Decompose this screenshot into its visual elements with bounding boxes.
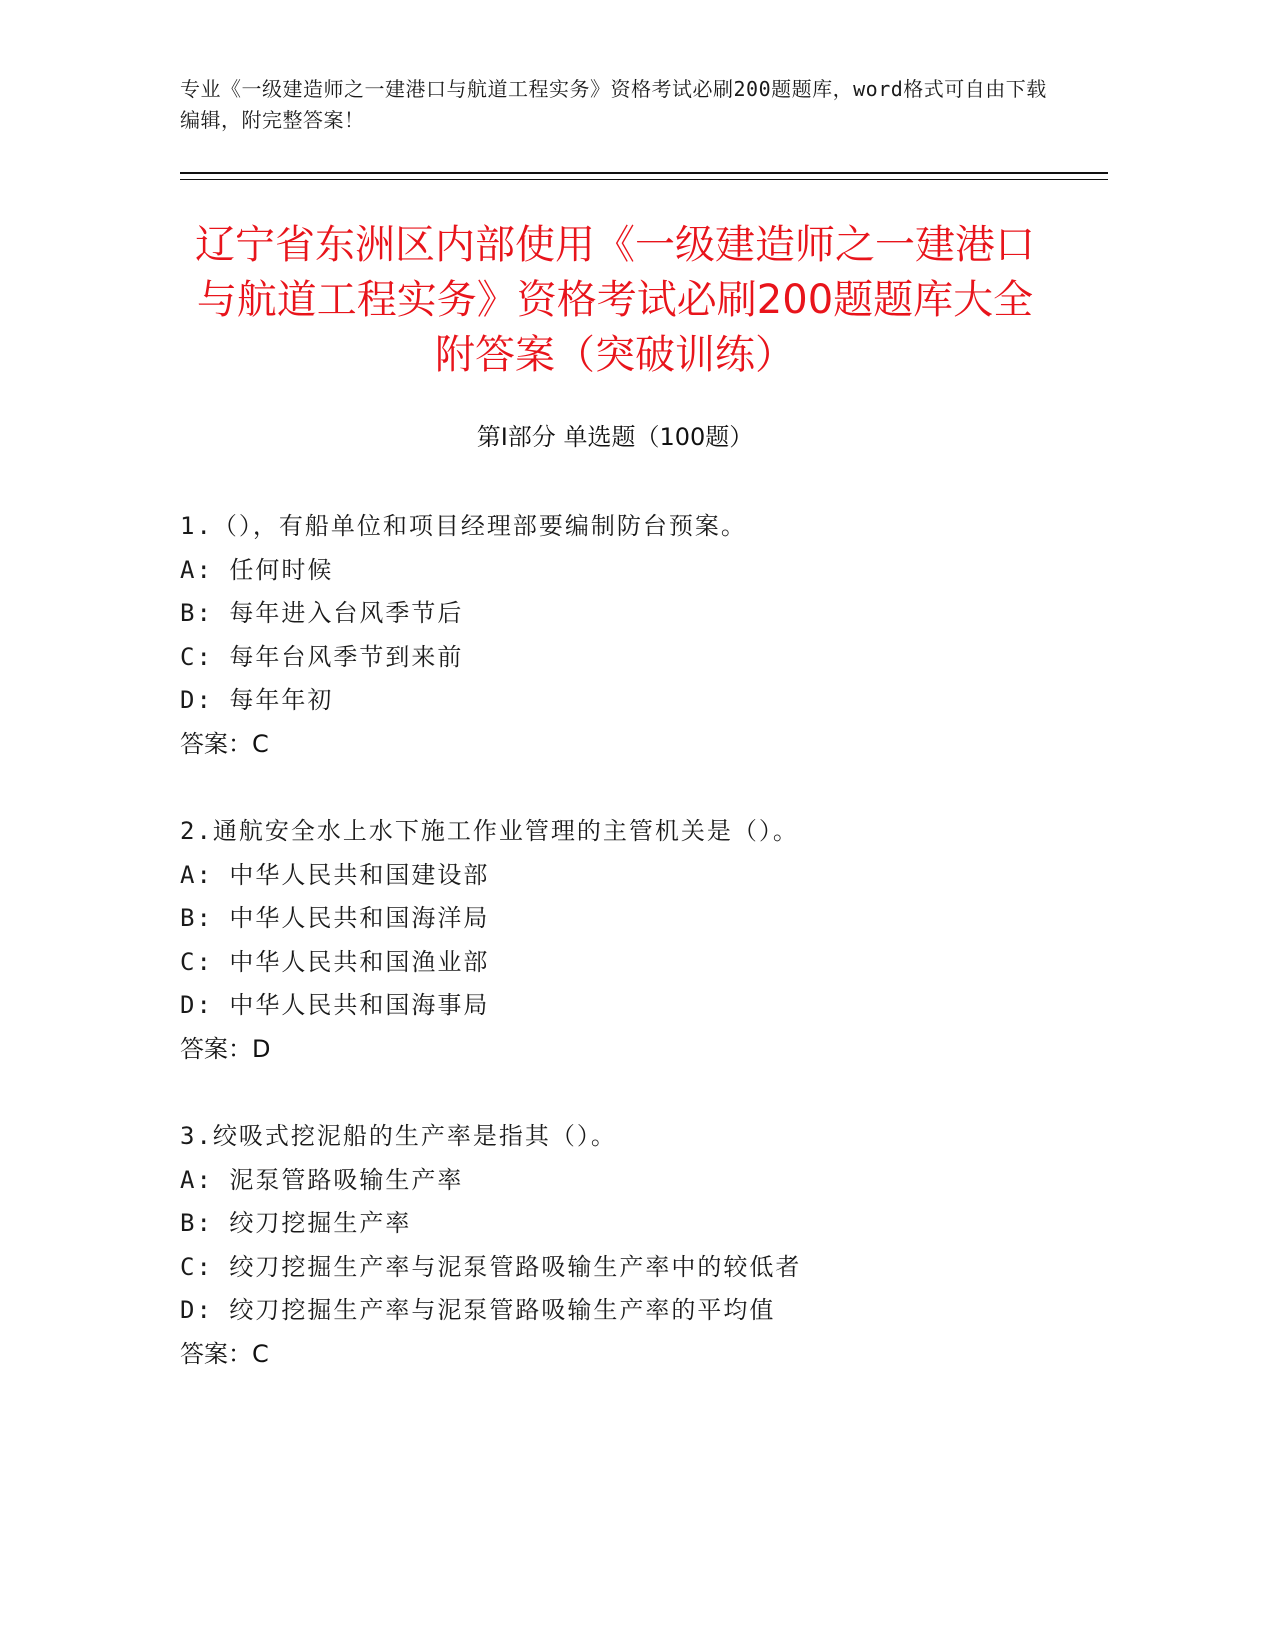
option-d: D: 中华人民共和国海事局 xyxy=(180,991,490,1019)
option-b: B: 中华人民共和国海洋局 xyxy=(180,904,490,932)
question-list xyxy=(180,505,1110,1420)
question-item xyxy=(180,810,1110,1071)
option-d: D: 每年年初 xyxy=(180,686,334,714)
question-stem: 3.绞吸式挖泥船的生产率是指其（）。 xyxy=(180,1122,617,1150)
option-b: B: 每年进入台风季节后 xyxy=(180,599,464,627)
document-title: 辽宁省东洲区内部使用《一级建造师之一建港口与航道工程实务》资格考试必刷200题题库大全附答案（突破训练） xyxy=(195,222,1035,378)
option-b: B: 绞刀挖掘生产率 xyxy=(180,1209,412,1237)
option-c: C: 每年台风季节到来前 xyxy=(180,642,464,671)
answer-line: 答案：C xyxy=(180,729,269,758)
option-a: A: 泥泵管路吸输生产率 xyxy=(180,1165,464,1194)
question-item xyxy=(180,505,1110,766)
option-a: A: 任何时候 xyxy=(180,555,334,584)
option-c: C: 中华人民共和国渔业部 xyxy=(180,947,490,976)
header-divider-thin xyxy=(180,179,1108,180)
option-d: D: 绞刀挖掘生产率与泥泵管路吸输生产率的平均值 xyxy=(180,1296,776,1324)
header-note: 专业《一级建造师之一建港口与航道工程实务》资格考试必刷200题题库，word格式可自由下载编辑，附完整答案！ xyxy=(180,77,1047,132)
question-stem: 1.（），有船单位和项目经理部要编制防台预案。 xyxy=(180,512,747,540)
option-c: C: 绞刀挖掘生产率与泥泵管路吸输生产率中的较低者 xyxy=(180,1252,802,1281)
answer-line: 答案：C xyxy=(180,1339,269,1368)
question-stem: 2.通航安全水上水下施工作业管理的主管机关是（）。 xyxy=(180,817,799,845)
section-title: 第Ⅰ部分 单选题（100题） xyxy=(476,423,754,451)
answer-line: 答案：D xyxy=(180,1034,271,1063)
header-divider-thick xyxy=(180,172,1108,174)
option-a: A: 中华人民共和国建设部 xyxy=(180,860,490,889)
question-item xyxy=(180,1115,1110,1376)
